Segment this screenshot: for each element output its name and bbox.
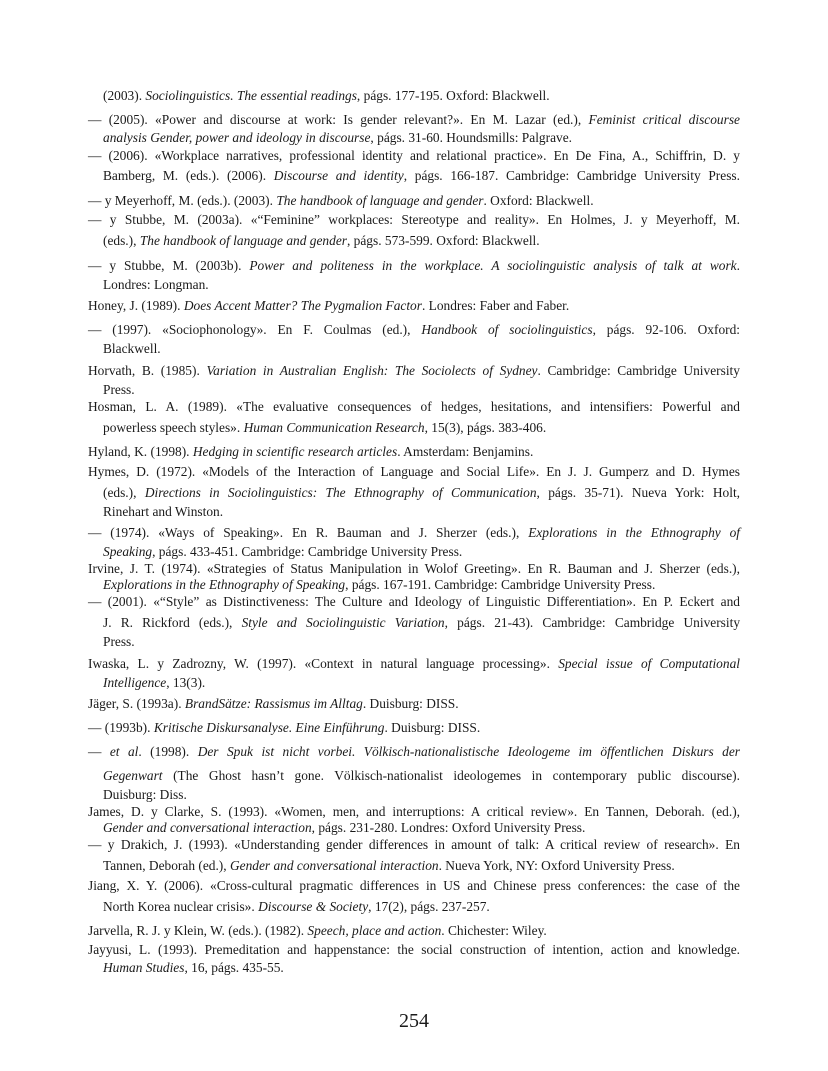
reference-text: — y Meyerhoff, M. (eds.). (2003).	[88, 193, 277, 208]
reference-text: . Oxford: Blackwell.	[483, 193, 594, 208]
italic-title: The handbook of language and gender	[276, 193, 484, 208]
reference-text: North Korea nuclear crisis».	[103, 899, 259, 914]
reference-text: — y Drakich, J. (1993). «Understanding gender differences in amount of talk: A critical review of research». En	[88, 837, 740, 852]
italic-title: Intelligence	[103, 675, 167, 690]
reference-text: Jayyusi, L. (1993). Premeditation and happenstance: the social construction of intention, action and knowledge.	[88, 942, 740, 957]
reference-text: (eds.),	[103, 485, 145, 500]
reference-text: . Londres: Faber and Faber.	[421, 298, 570, 313]
reference-text: (The Ghost hasn’t gone. Völkisch-nationalist ideologemes in contemporary public discourse).	[162, 768, 740, 783]
reference-continuation-line	[103, 504, 740, 520]
reference-text: Bamberg, M. (eds.). (2006).	[103, 168, 274, 183]
reference-entry-line	[88, 112, 740, 128]
reference-text: Iwaska, L. y Zadrozny, W. (1997). «Context in natural language processing».	[88, 656, 559, 671]
reference-entry-line	[88, 212, 740, 228]
reference-text: Jiang, X. Y. (2006). «Cross-cultural pragmatic differences in US and Chinese press conferences: the case of the	[88, 878, 740, 893]
italic-title: Special issue of Computational	[558, 656, 740, 671]
reference-text: Blackwell.	[103, 341, 161, 356]
reference-text: Hymes, D. (1972). «Models of the Interaction of Language and Social Life». En J. J. Gumperz and D. Hymes	[88, 464, 740, 479]
reference-continuation-line	[103, 820, 740, 836]
reference-entry-line	[88, 258, 740, 274]
reference-continuation-line	[103, 168, 740, 184]
reference-continuation-line	[103, 88, 740, 104]
reference-continuation-line	[103, 634, 740, 650]
reference-continuation-line	[103, 960, 740, 976]
reference-continuation-line	[103, 858, 740, 874]
reference-text: , págs. 433-451. Cambridge: Cambridge University Press.	[152, 544, 463, 559]
reference-text: Press.	[103, 382, 135, 397]
reference-continuation-line	[103, 615, 740, 631]
reference-entry-line	[88, 837, 740, 853]
reference-text: . Amsterdam: Benjamins.	[397, 444, 534, 459]
reference-text: Londres: Longman.	[103, 277, 209, 292]
reference-text: . (1998).	[138, 744, 198, 759]
reference-text: Press.	[103, 634, 135, 649]
italic-title: Human Communication Research	[243, 420, 425, 435]
reference-text: , 16, págs. 435-55.	[184, 960, 284, 975]
reference-text: — (1993b).	[88, 720, 154, 735]
reference-continuation-line	[103, 130, 740, 146]
reference-continuation-line	[103, 277, 740, 293]
reference-continuation-line	[103, 485, 740, 501]
reference-text: —	[88, 744, 110, 759]
reference-text: — (1997). «Sociophonology». En F. Coulmas (ed.),	[88, 322, 422, 337]
reference-entry-line	[88, 363, 740, 379]
reference-text: Horvath, B. (1985).	[88, 363, 207, 378]
reference-text: Jäger, S. (1993a).	[88, 696, 185, 711]
reference-continuation-line	[103, 341, 740, 357]
reference-continuation-line	[103, 233, 740, 249]
reference-text: . Nueva York, NY: Oxford University Press.	[438, 858, 675, 873]
italic-title: analysis Gender, power and ideology in discourse	[103, 130, 371, 145]
reference-text: , 13(3).	[166, 675, 206, 690]
reference-text: (eds.),	[103, 233, 140, 248]
reference-continuation-line	[103, 899, 740, 915]
italic-title: Kritische Diskursanalyse. Eine Einführung	[153, 720, 385, 735]
reference-text: powerless speech styles».	[103, 420, 244, 435]
italic-title: Discourse & Society	[258, 899, 369, 914]
italic-title: Sociolinguistics. The essential readings	[145, 88, 357, 103]
italic-title: Human Studies	[103, 960, 185, 975]
italic-title: Variation in Australian English: The Sociolects of Sydney	[206, 363, 538, 378]
italic-title: Gender and conversational interaction	[103, 820, 312, 835]
reference-entry-line	[88, 744, 740, 760]
reference-text: , págs. 167-191. Cambridge: Cambridge University Press.	[345, 577, 656, 592]
reference-entry-line	[88, 399, 740, 415]
reference-text: , págs. 166-187. Cambridge: Cambridge University Press.	[403, 168, 740, 183]
reference-text: Hosman, L. A. (1989). «The evaluative consequences of hedges, hesitations, and intensifiers: Powerful and	[88, 399, 740, 414]
italic-title: Hedging in scientific research articles	[192, 444, 398, 459]
reference-entry-line	[88, 561, 740, 577]
reference-text: . Duisburg: DISS.	[384, 720, 481, 735]
italic-title: Der Spuk ist nicht vorbei. Völkisch-nationalistische Ideologeme im öffentlichen Diskurs der	[197, 744, 740, 759]
reference-text: Jarvella, R. J. y Klein, W. (eds.). (1982).	[88, 923, 308, 938]
reference-text: Rinehart and Winston.	[103, 504, 224, 519]
reference-continuation-line	[103, 544, 740, 560]
reference-text: Hyland, K. (1998).	[88, 444, 193, 459]
reference-entry-line	[88, 464, 740, 480]
reference-continuation-line	[103, 768, 740, 784]
italic-title: Feminist critical discourse	[588, 112, 740, 127]
reference-text: Honey, J. (1989).	[88, 298, 184, 313]
italic-title: Explorations in the Ethnography of	[528, 525, 741, 540]
reference-text: — (2006). «Workplace narratives, professional identity and relational practice». En De Fina, A., Schiffrin, D. y	[88, 148, 740, 163]
reference-text: , págs. 92-106. Oxford:	[592, 322, 741, 337]
reference-text: . Duisburg: DISS.	[362, 696, 459, 711]
reference-entry-line	[88, 656, 740, 672]
reference-text: James, D. y Clarke, S. (1993). «Women, men, and interruptions: A critical review». En Tannen, Deborah. (ed.),	[88, 804, 740, 819]
reference-text: , págs. 573-599. Oxford: Blackwell.	[346, 233, 540, 248]
italic-title: The handbook of language and gender	[139, 233, 347, 248]
reference-text: , págs. 35-71). Nueva York: Holt,	[536, 485, 741, 500]
reference-entry-line	[88, 696, 740, 712]
reference-text: (2003).	[103, 88, 146, 103]
reference-text: . Chichester: Wiley.	[441, 923, 547, 938]
italic-title: Speech, place and action	[307, 923, 442, 938]
reference-text: — (1974). «Ways of Speaking». En R. Bauman and J. Sherzer (eds.),	[88, 525, 529, 540]
italic-title: Speaking	[103, 544, 153, 559]
reference-text: — y Stubbe, M. (2003a). «“Feminine” workplaces: Stereotype and reality». En Holmes, J. y Meyerhoff, M.	[88, 212, 740, 227]
reference-text: J. R. Rickford (eds.),	[103, 615, 242, 630]
reference-text: Duisburg: Diss.	[103, 787, 187, 802]
reference-text: , págs. 177-195. Oxford: Blackwell.	[356, 88, 550, 103]
reference-continuation-line	[103, 577, 740, 593]
reference-entry-line	[88, 804, 740, 820]
reference-text: — (2005). «Power and discourse at work: Is gender relevant?». En M. Lazar (ed.),	[88, 112, 589, 127]
italic-title: et al	[109, 744, 139, 759]
reference-entry-line	[88, 594, 740, 610]
reference-text: Tannen, Deborah (ed.),	[103, 858, 230, 873]
italic-title: BrandSätze: Rassismus im Alltag	[184, 696, 363, 711]
reference-entry-line	[88, 298, 740, 314]
reference-continuation-line	[103, 787, 740, 803]
reference-text: — (2001). «“Style” as Distinctiveness: The Culture and Ideology of Linguistic Differentiation». En P. Eckert and	[88, 594, 740, 609]
reference-text: — y Stubbe, M. (2003b).	[88, 258, 250, 273]
reference-entry-line	[88, 444, 740, 460]
italic-title: Gender and conversational interaction	[229, 858, 439, 873]
italic-title: Handbook of sociolinguistics	[421, 322, 593, 337]
reference-text: , págs. 231-280. Londres: Oxford University Press.	[311, 820, 586, 835]
reference-entry-line	[88, 923, 740, 939]
reference-text: , págs. 31-60. Houndsmills: Palgrave.	[370, 130, 573, 145]
reference-entry-line	[88, 720, 740, 736]
reference-entry-line	[88, 322, 740, 338]
italic-title: Gegenwart	[103, 768, 163, 783]
italic-title: Discourse and identity	[273, 168, 404, 183]
italic-title: Style and Sociolinguistic Variation	[241, 615, 445, 630]
italic-title: Power and politeness in the workplace. A sociolinguistic analysis of talk at work	[249, 258, 737, 273]
reference-entry-line	[88, 148, 740, 164]
italic-title: Does Accent Matter? The Pygmalion Factor	[183, 298, 422, 313]
reference-text: , págs. 21-43). Cambridge: Cambridge University	[444, 615, 741, 630]
reference-entry-line	[88, 525, 740, 541]
reference-text: , 17(2), págs. 237-257.	[368, 899, 490, 914]
reference-text: . Cambridge: Cambridge University	[537, 363, 740, 378]
reference-entry-line	[88, 878, 740, 894]
reference-continuation-line	[103, 420, 740, 436]
reference-continuation-line	[103, 382, 740, 398]
reference-text: .	[736, 258, 740, 273]
reference-text: , 15(3), págs. 383-406.	[424, 420, 547, 435]
reference-continuation-line	[103, 675, 740, 691]
italic-title: Directions in Sociolinguistics: The Ethnography of Communication	[144, 485, 537, 500]
reference-entry-line	[88, 193, 740, 209]
page-number: 254	[399, 1010, 429, 1032]
reference-text: Irvine, J. T. (1974). «Strategies of Status Manipulation in Wolof Greeting». En R. Bauman and J. Sherzer (eds.),	[88, 561, 740, 576]
italic-title: Explorations in the Ethnography of Speaking	[103, 577, 346, 592]
reference-entry-line	[88, 942, 740, 958]
